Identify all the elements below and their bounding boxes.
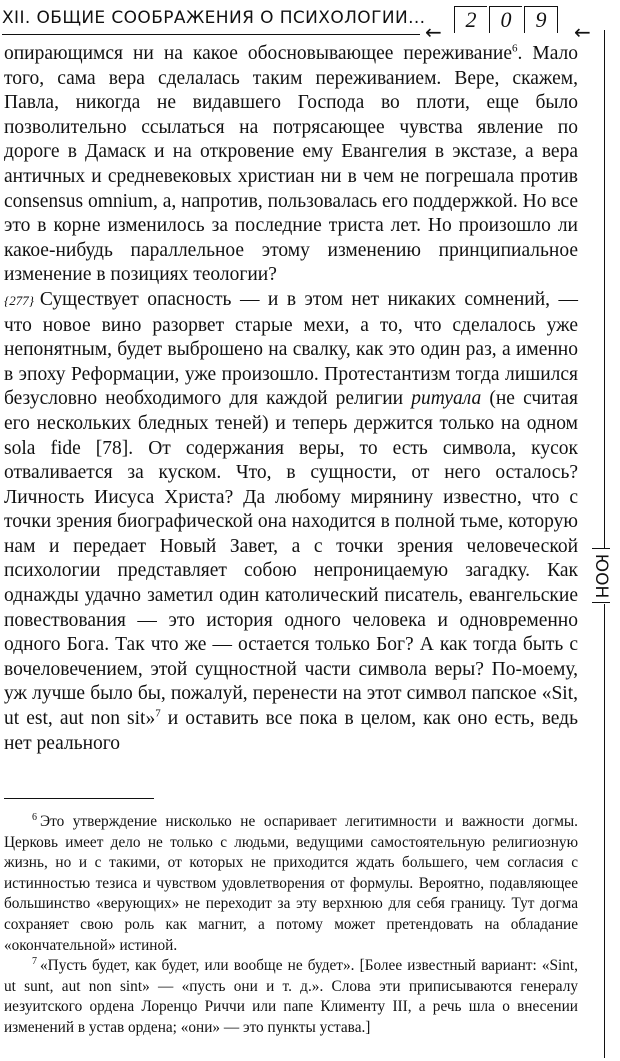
paragraph: [4, 288, 578, 756]
bracket-bottom: [592, 602, 610, 603]
page-number-digit: 0: [489, 6, 522, 33]
paragraph-text: Существует опасность — и в этом нет никаких сомнений, — что новое вино разорвет старые мехи, а то, что сделалось уже непонятным, будет выброшено на свалку, как это один раз, а именно в эпоху Реформации, уже произошло. Протестантизм тогда лишился безусловно необходимого для каждой религии: [4, 288, 578, 410]
paragraph-text: и оставить все пока в целом, как оно есть, ведь нет реального: [4, 708, 578, 754]
main-text: [4, 42, 578, 756]
paragraph-text: . Мало того, сама вера сделалась таким переживанием. Вере, скажем, Павла, никогда не видавшего Господа во плоти, еще было позволительно ссылаться на потрясающее чувства явление по дороге в Дамаск и на откровение ему Евангелия в экстазе, а вера античных и средневековых христиан ни в чем не погрешала против consensus omnium, а, напротив, пользовалась его поддержкой. Но все это в корне изменилось за последние триста лет. Но произошло ли какое-нибудь параллельное этому изменению принципиальное изменение в позициях теологии?: [4, 43, 578, 286]
footnote: [4, 812, 578, 956]
footnotes: [4, 812, 578, 1039]
footnote-text: Это утверждение нисколько не оспаривает легитимности и важности догмы. Церковь имеет дело не только с людьми, ведущими самостоятельную религиозную жизнь, но и с такими, от которых не приходится ждать большего, чем согласия с истинностью тезиса и чувством удовлетворения от формулы. Вероятно, подавляющее большинство «верующих» не переходит за эту верхнюю для себя границу. Тут догма сохраняет свою роль как магнит, а потому может претендовать на обладание «окончательной» истиной.: [4, 813, 578, 954]
paragraph-number: {277}: [4, 292, 34, 308]
footnote-ref[interactable]: 7: [155, 707, 161, 720]
page-header: [2, 6, 602, 44]
paragraph: [4, 42, 578, 288]
footnote-number: 7: [32, 956, 37, 968]
paragraph-text: (не считая его нескольких бледных теней) и теперь держится только на одном sola fide [78]. От содержания веры, то есть символа, кусок отваливается за куском. Что, в сущности, от него осталось? Личность Иисуса Христа? Да любому мирянину известно, что с точки зрения биографической она находится в полной тьме, которую нам и передает Новый Завет, а с точки зрения человеческой психологии представляет собою непроницаемую загадку. Как однажды удачно заметил один католический писатель, евангельские повествования — это история одного человека и одновременно одного Бога. Так что же — остается только Бог? А как тогда быть с вочеловечением, этой сущностной части символа веры? По-моему, уж лучше было бы, пожалуй, перенести на этот символ папское «Sit, ut est, aut non sit»: [4, 388, 578, 730]
bracket-top: [592, 548, 610, 549]
emphasis-text: ритуала: [411, 388, 482, 410]
footnote-number: 6: [32, 811, 37, 823]
footnote-text: «Пусть будет, как будет, или вообще не будет». [Более известный вариант: «Sint, ut sunt, aut non sint» — «пусть они и т. д.». Слова эти приписываются генералу иезуитского ордена Лоренцо Риччи или папе Клименту III, а речь шла о внесении изменений в устав ордена; «они» — это пункты устава.]: [4, 957, 578, 1036]
arrow-right-icon: ←: [574, 20, 591, 44]
footnote-ref[interactable]: 6: [511, 42, 518, 55]
paragraph-text: опирающимся ни на какое обосновывающее переживание: [4, 43, 512, 64]
arrow-left-icon: ←: [425, 20, 442, 44]
page-number-digit: 9: [524, 6, 558, 33]
footnote-rule: [4, 798, 154, 799]
header-rule: [2, 34, 420, 35]
side-label: ЮОН: [591, 553, 611, 599]
side-rail: [604, 30, 605, 1058]
running-head: XII. ОБЩИЕ СООБРАЖЕНИЯ О ПСИХОЛОГИИ...: [2, 8, 426, 28]
page-number: [454, 6, 564, 36]
footnote: [4, 956, 578, 1038]
page-number-digit: 2: [454, 6, 487, 33]
side-marker: [586, 548, 616, 604]
